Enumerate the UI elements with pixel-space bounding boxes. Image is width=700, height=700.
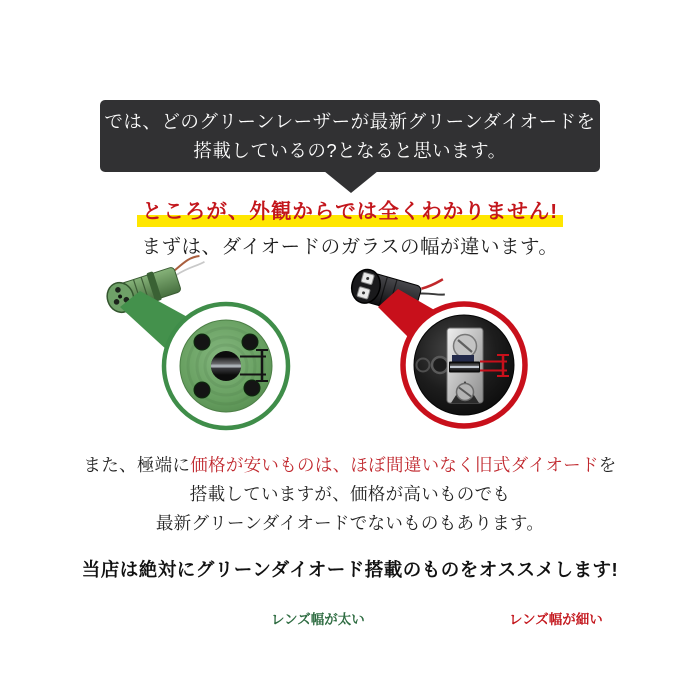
subheadline-text: まずは、ダイオードのガラスの幅が違います。 — [141, 236, 559, 258]
banner-line2: 搭載しているの?となると思います。 — [193, 140, 507, 161]
banner-arrow-down-icon — [324, 171, 378, 193]
red-magnifier-callout — [378, 289, 525, 426]
wide-lens-label: レンズ幅が太い — [271, 612, 365, 627]
body-paragraph — [0, 451, 700, 538]
paragraph-line2: 搭載していますが、価格が高いものでも — [189, 484, 511, 504]
banner-line1: では、どのグリーンレーザーが最新グリーンダイオードを — [104, 111, 596, 132]
recommendation-text: 当店は絶対にグリーンダイオード搭載のものをオススメします! — [81, 559, 619, 580]
headline-row — [0, 194, 700, 228]
paragraph-line3: 最新グリーンダイオードでないものもあります。 — [155, 513, 545, 533]
paragraph-line1-suffix: を — [598, 455, 617, 475]
green-magnifier-callout — [120, 291, 288, 428]
paragraph-line1-red-text: 価格が安いものは、ほぼ間違いなく旧式ダイオード — [190, 455, 599, 475]
narrow-lens — [450, 363, 479, 371]
lens-comparison-graphic — [0, 255, 700, 455]
narrow-lens-label: レンズ幅が細い — [509, 612, 603, 627]
wide-lens — [211, 358, 241, 375]
headline-text: ところが、外観からでは全くわかりません! — [137, 194, 563, 228]
intro-banner — [100, 100, 600, 172]
paragraph-line1 — [0, 451, 700, 480]
paragraph-line1-prefix: また、極端に — [83, 455, 191, 475]
